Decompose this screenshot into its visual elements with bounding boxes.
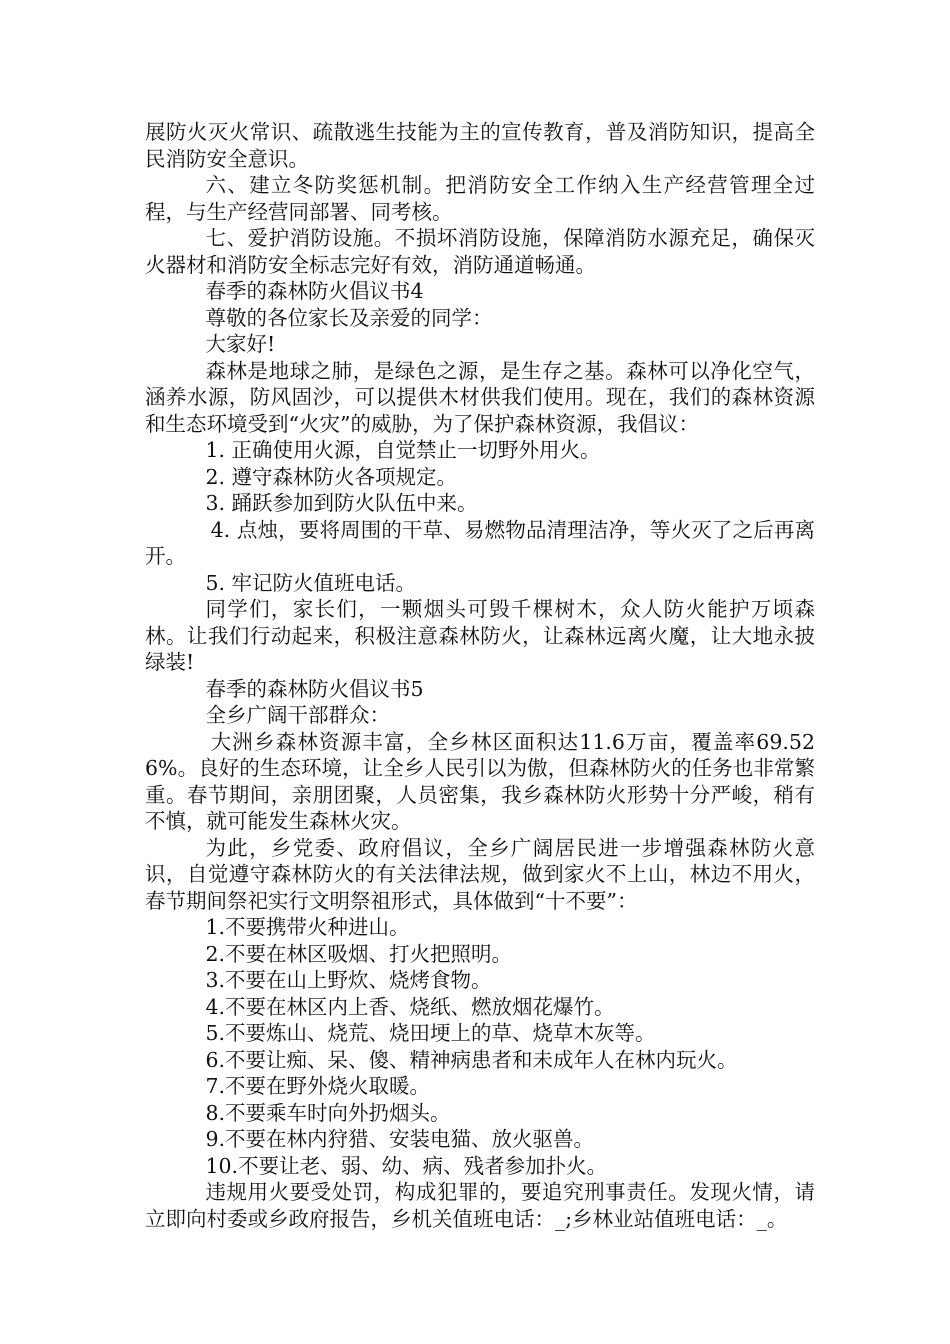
- salutation: 全乡广阔干部群众：: [205, 703, 390, 727]
- paragraph: 违规用火要受处罚，构成犯罪的，要追究刑事责任。发现火情，请立即向村委或乡政府报告，乡机关值班电话：_;乡林业站值班电话：_。: [145, 1180, 815, 1231]
- list-item: 4. 点烛，要将周围的干草、易燃物品清理洁净，等火灭了之后再离开。: [145, 517, 815, 568]
- paragraph: 六、建立冬防奖惩机制。把消防安全工作纳入生产经营管理全过程，与生产经营同部署、同考核。: [145, 173, 815, 224]
- paragraph: 大洲乡森林资源丰富，全乡林区面积达11.6万亩，覆盖率69.526%。良好的生态环境，让全乡人民引以为傲，但森林防火的任务也非常繁重。春节期间，亲朋团聚，人员密集，我乡森林防火形势十分严峻，稍有不慎，就可能发生森林火灾。: [145, 729, 815, 833]
- list-item: 6.不要让痴、呆、傻、精神病患者和未成年人在林内玩火。: [205, 1047, 738, 1072]
- list-item: 4.不要在林区内上香、烧纸、燃放烟花爆竹。: [205, 994, 615, 1019]
- list-item: 5.不要炼山、烧荒、烧田埂上的草、烧草木灰等。: [205, 1021, 656, 1045]
- list-item: 7.不要在野外烧火取暖。: [205, 1074, 431, 1098]
- paragraph: 森林是地球之肺，是绿色之源，是生存之基。森林可以净化空气，涵养水源，防风固沙，可以提供木材供我们使用。现在，我们的森林资源和生态环境受到“火灾”的威胁，为了保护森林资源，我倡议：: [145, 358, 815, 436]
- list-item: 1. 正确使用火源，自觉禁止一切野外用火。: [205, 438, 601, 462]
- list-item: 3.不要在山上野炊、烧烤食物。: [205, 968, 492, 992]
- list-item: 8.不要乘车时向外扔烟头。: [205, 1100, 451, 1125]
- list-item: 1.不要携带火种进山。: [205, 915, 410, 939]
- list-item: 5. 牢记防火值班电话。: [205, 570, 417, 595]
- paragraph: 展防火灭火常识、疏散逃生技能为主的宣传教育，普及消防知识，提高全民消防安全意识。: [145, 120, 815, 171]
- list-item: 3. 踊跃参加到防火队伍中来。: [205, 491, 478, 515]
- list-item: 10.不要让老、弱、幼、病、残者参加扑火。: [205, 1153, 608, 1178]
- list-item: 9.不要在林内狩猎、安装电猫、放火驱兽。: [205, 1127, 595, 1151]
- salutation: 尊敬的各位家长及亲爱的同学：: [205, 305, 493, 330]
- list-item: 2. 遵守森林防火各项规定。: [205, 464, 458, 489]
- paragraph: 同学们，家长们，一颗烟头可毁千棵树木，众人防火能护万顷森林。让我们行动起来，积极注意森林防火，让森林远离火魔，让大地永披绿装!: [145, 597, 815, 674]
- paragraph: 七、爱护消防设施。不损坏消防设施，保障消防水源充足，确保灭火器材和消防安全标志完好有效，消防通道畅通。: [145, 226, 815, 277]
- section-title: 春季的森林防火倡议书5: [205, 676, 424, 701]
- document-page: [145, 119, 815, 1232]
- list-item: 2.不要在林区吸烟、打火把照明。: [205, 941, 513, 966]
- greeting: 大家好!: [205, 332, 276, 356]
- paragraph: 为此，乡党委、政府倡议，全乡广阔居民进一步增强森林防火意识，自觉遵守森林防火的有关法律法规，做到家火不上山，林边不用火，春节期间祭祀实行文明祭祖形式，具体做到“十不要”：: [145, 835, 815, 913]
- section-title: 春季的森林防火倡议书4: [205, 279, 424, 303]
